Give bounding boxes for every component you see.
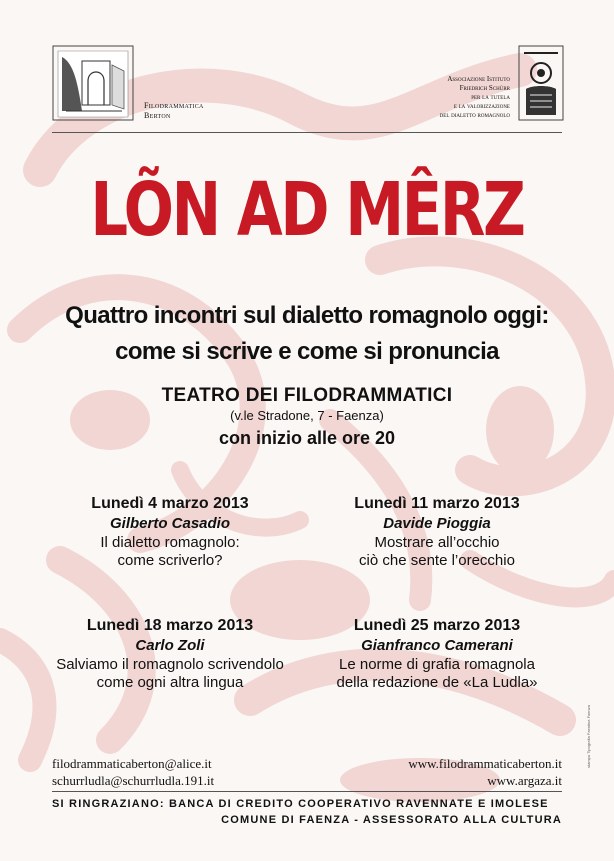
- event-description-line: della redazione de «La Ludla»: [336, 674, 538, 691]
- event-description-line: Il dialetto romagnolo:: [100, 534, 240, 551]
- event-block: [297, 494, 577, 570]
- event-speaker: Davide Pioggia: [383, 515, 491, 532]
- venue-address: (v.le Stradone, 7 - Faenza): [230, 408, 384, 423]
- event-description-line: come ogni altra lingua: [96, 674, 244, 691]
- right-org-line-5: del dialetto romagnolo: [439, 111, 510, 119]
- event-description: [297, 656, 577, 692]
- event-description: [297, 534, 577, 570]
- event-description: [30, 656, 310, 692]
- acknowledgements: [52, 796, 562, 828]
- acknowledgement-line-1: SI RINGRAZIANO: BANCA DI CREDITO COOPERATIVO RAVENNATE E IMOLESE: [52, 798, 549, 810]
- event-description-line: come scriverlo?: [117, 552, 223, 569]
- contact-websites: [408, 755, 562, 789]
- footer-divider: [52, 791, 562, 792]
- event-speaker: Gilberto Casadio: [109, 515, 231, 532]
- start-time: con inizio alle ore 20: [218, 428, 396, 448]
- right-org-line-2: Friedrich Schürr: [459, 84, 510, 92]
- subtitle-line-1: Quattro incontri sul dialetto romagnolo oggi:: [65, 302, 549, 329]
- event-date: Lunedì 25 marzo 2013: [353, 617, 521, 634]
- event-block: [30, 616, 310, 692]
- event-speaker: Gianfranco Camerani: [361, 637, 513, 654]
- header-divider: [52, 132, 562, 133]
- right-org-line-4: e la valorizzazione: [453, 102, 510, 110]
- left-org-line-1: Filodrammatica: [144, 101, 204, 110]
- event-description-line: Mostrare all’occhio: [374, 534, 500, 551]
- left-organization-name: [144, 101, 204, 121]
- event-speaker: Carlo Zoli: [135, 637, 205, 654]
- right-org-line-3: per la tutela: [471, 93, 510, 101]
- website-argaza[interactable]: www.argaza.it: [487, 773, 562, 788]
- event-date: Lunedì 11 marzo 2013: [354, 495, 520, 512]
- email-filodrammatica[interactable]: filodrammaticaberton@alice.it: [52, 756, 212, 771]
- event-description-line: Le norme di grafia romagnola: [339, 656, 535, 673]
- contact-emails: [52, 755, 214, 789]
- right-organization-name: [330, 75, 510, 120]
- print-credit: stampa Tipografia Faentina Faenza: [586, 705, 591, 768]
- subtitle-line-2: come si scrive e come si pronuncia: [115, 338, 499, 365]
- event-block: [30, 494, 310, 570]
- institute-emblem-icon: [518, 45, 564, 121]
- event-description-line: Salviamo il romagnolo scrivendolo: [56, 656, 284, 673]
- theatre-logo-icon: [52, 45, 134, 121]
- poster-title: LÕN AD MÊRZ: [90, 167, 524, 253]
- event-date: Lunedì 4 marzo 2013: [91, 495, 249, 512]
- poster-subtitle: [0, 298, 614, 370]
- event-description: [30, 534, 310, 570]
- acknowledgement-line-2: COMUNE DI FAENZA - ASSESSORATO ALLA CULTURA: [221, 814, 562, 826]
- event-description-line: ciò che sente l’orecchio: [359, 552, 515, 569]
- right-org-line-1: Associazione Istituto: [447, 75, 510, 83]
- venue-name: TEATRO DEI FILODRAMMATICI: [161, 385, 453, 406]
- event-block: [297, 616, 577, 692]
- event-date: Lunedì 18 marzo 2013: [86, 617, 254, 634]
- left-org-line-2: Berton: [144, 111, 171, 120]
- email-schurrludla[interactable]: schurrludla@schurrludla.191.it: [52, 773, 215, 788]
- website-filodrammatica[interactable]: www.filodrammaticaberton.it: [408, 756, 562, 771]
